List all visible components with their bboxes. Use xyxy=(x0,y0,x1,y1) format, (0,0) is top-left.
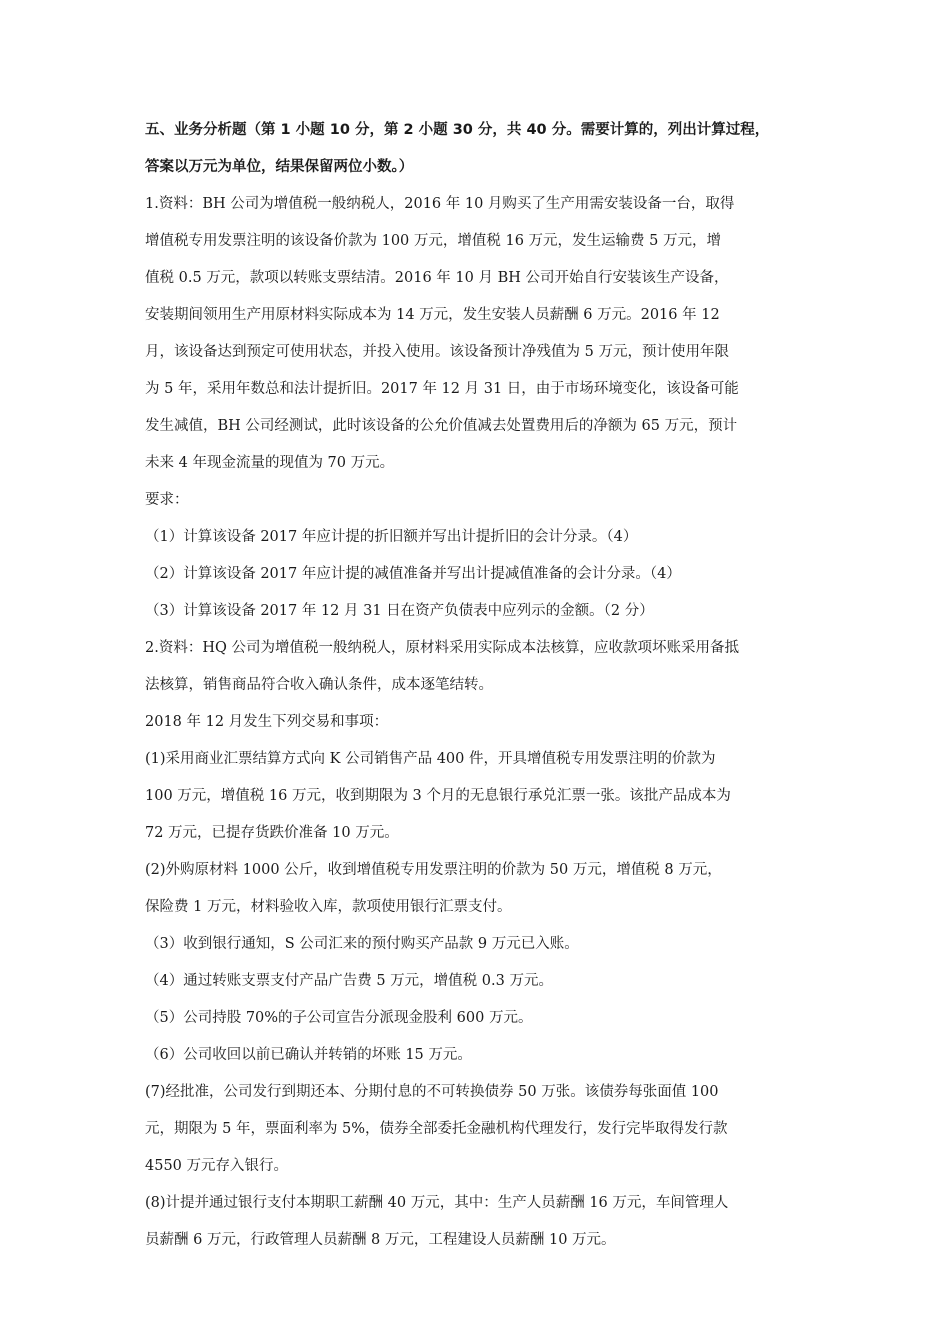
transaction-line: （5）公司持股 70%的子公司宣告分派现金股利 600 万元。 xyxy=(145,1010,533,1026)
transaction-line: (8)计提并通过银行支付本期职工薪酬 40 万元，其中：生产人员薪酬 16 万元，车间管理人 xyxy=(145,1195,729,1211)
requirement-item: （1）计算该设备 2017 年应计提的折旧额并写出计提折旧的会计分录。（4） xyxy=(145,529,638,545)
paragraph-line: 安装期间领用生产用原材料实际成本为 14 万元，发生安装人员薪酬 6 万元。2016 年 12 xyxy=(145,307,720,323)
requirement-item: （2）计算该设备 2017 年应计提的减值准备并写出计提减值准备的会计分录。（4） xyxy=(145,566,681,582)
transaction-line: 元，期限为 5 年，票面利率为 5%，债券全部委托金融机构代理发行，发行完毕取得发行款 xyxy=(145,1121,728,1137)
transaction-line: 4550 万元存入银行。 xyxy=(145,1158,289,1174)
transaction-line: （4）通过转账支票支付产品广告费 5 万元，增值税 0.3 万元。 xyxy=(145,973,553,989)
requirement-item: （3）计算该设备 2017 年 12 月 31 日在资产负债表中应列示的金额。（2 分） xyxy=(145,603,654,619)
document-body xyxy=(145,112,815,1259)
transaction-line: (1)采用商业汇票结算方式向 K 公司销售产品 400 件，开具增值税专用发票注明的价款为 xyxy=(145,751,716,767)
paragraph-line: 值税 0.5 万元，款项以转账支票结清。2016 年 10 月 BH 公司开始自行安装该生产设备， xyxy=(145,270,729,286)
transaction-line: (2)外购原材料 1000 公斤，收到增值税专用发票注明的价款为 50 万元，增值税 8 万元， xyxy=(145,862,722,878)
transaction-line: 员薪酬 6 万元，行政管理人员薪酬 8 万元，工程建设人员薪酬 10 万元。 xyxy=(145,1232,616,1248)
question-1-material xyxy=(145,186,815,482)
paragraph-line: 月，该设备达到预定可使用状态，并投入使用。该设备预计净残值为 5 万元，预计使用年限 xyxy=(145,344,729,360)
heading-line: 答案以万元为单位，结果保留两位小数。） xyxy=(145,159,414,175)
question-1-requirements xyxy=(145,519,815,630)
section-heading xyxy=(145,112,815,186)
transaction-line: 保险费 1 万元，材料验收入库，款项使用银行汇票支付。 xyxy=(145,899,512,915)
question-2-material xyxy=(145,630,815,704)
transaction-line: （6）公司收回以前已确认并转销的坏账 15 万元。 xyxy=(145,1047,472,1063)
transaction-line: (7)经批准，公司发行到期还本、分期付息的不可转换债券 50 万张。该债券每张面值 100 xyxy=(145,1084,719,1100)
heading-line: 五、业务分析题（第 1 小题 10 分，第 2 小题 30 分，共 40 分。需要计算的，列出计算过程， xyxy=(145,122,770,138)
question-2-items xyxy=(145,741,815,1259)
paragraph-line: 为 5 年，采用年数总和法计提折旧。2017 年 12 月 31 日，由于市场环境变化，该设备可能 xyxy=(145,381,739,397)
paragraph-line: 2.资料：HQ 公司为增值税一般纳税人，原材料采用实际成本法核算，应收款项坏账采用备抵 xyxy=(145,640,739,656)
transaction-line: 72 万元，已提存货跌价准备 10 万元。 xyxy=(145,825,399,841)
question-2-intro: 2018 年 12 月发生下列交易和事项： xyxy=(145,714,389,730)
paragraph-line: 未来 4 年现金流量的现值为 70 万元。 xyxy=(145,455,395,471)
transaction-line: 100 万元，增值税 16 万元，收到期限为 3 个月的无息银行承兑汇票一张。该批产品成本为 xyxy=(145,788,731,804)
paragraph-line: 增值税专用发票注明的该设备价款为 100 万元，增值税 16 万元，发生运输费 5 万元，增 xyxy=(145,233,722,249)
requirements-label: 要求： xyxy=(145,492,189,508)
paragraph-line: 发生减值，BH 公司经测试，此时该设备的公允价值减去处置费用后的净额为 65 万元，预计 xyxy=(145,418,738,434)
paragraph-line: 法核算，销售商品符合收入确认条件，成本逐笔结转。 xyxy=(145,677,493,693)
paragraph-line: 1.资料：BH 公司为增值税一般纳税人，2016 年 10 月购买了生产用需安装设备一台，取得 xyxy=(145,196,735,212)
transaction-line: （3）收到银行通知，S 公司汇来的预付购买产品款 9 万元已入账。 xyxy=(145,936,579,952)
